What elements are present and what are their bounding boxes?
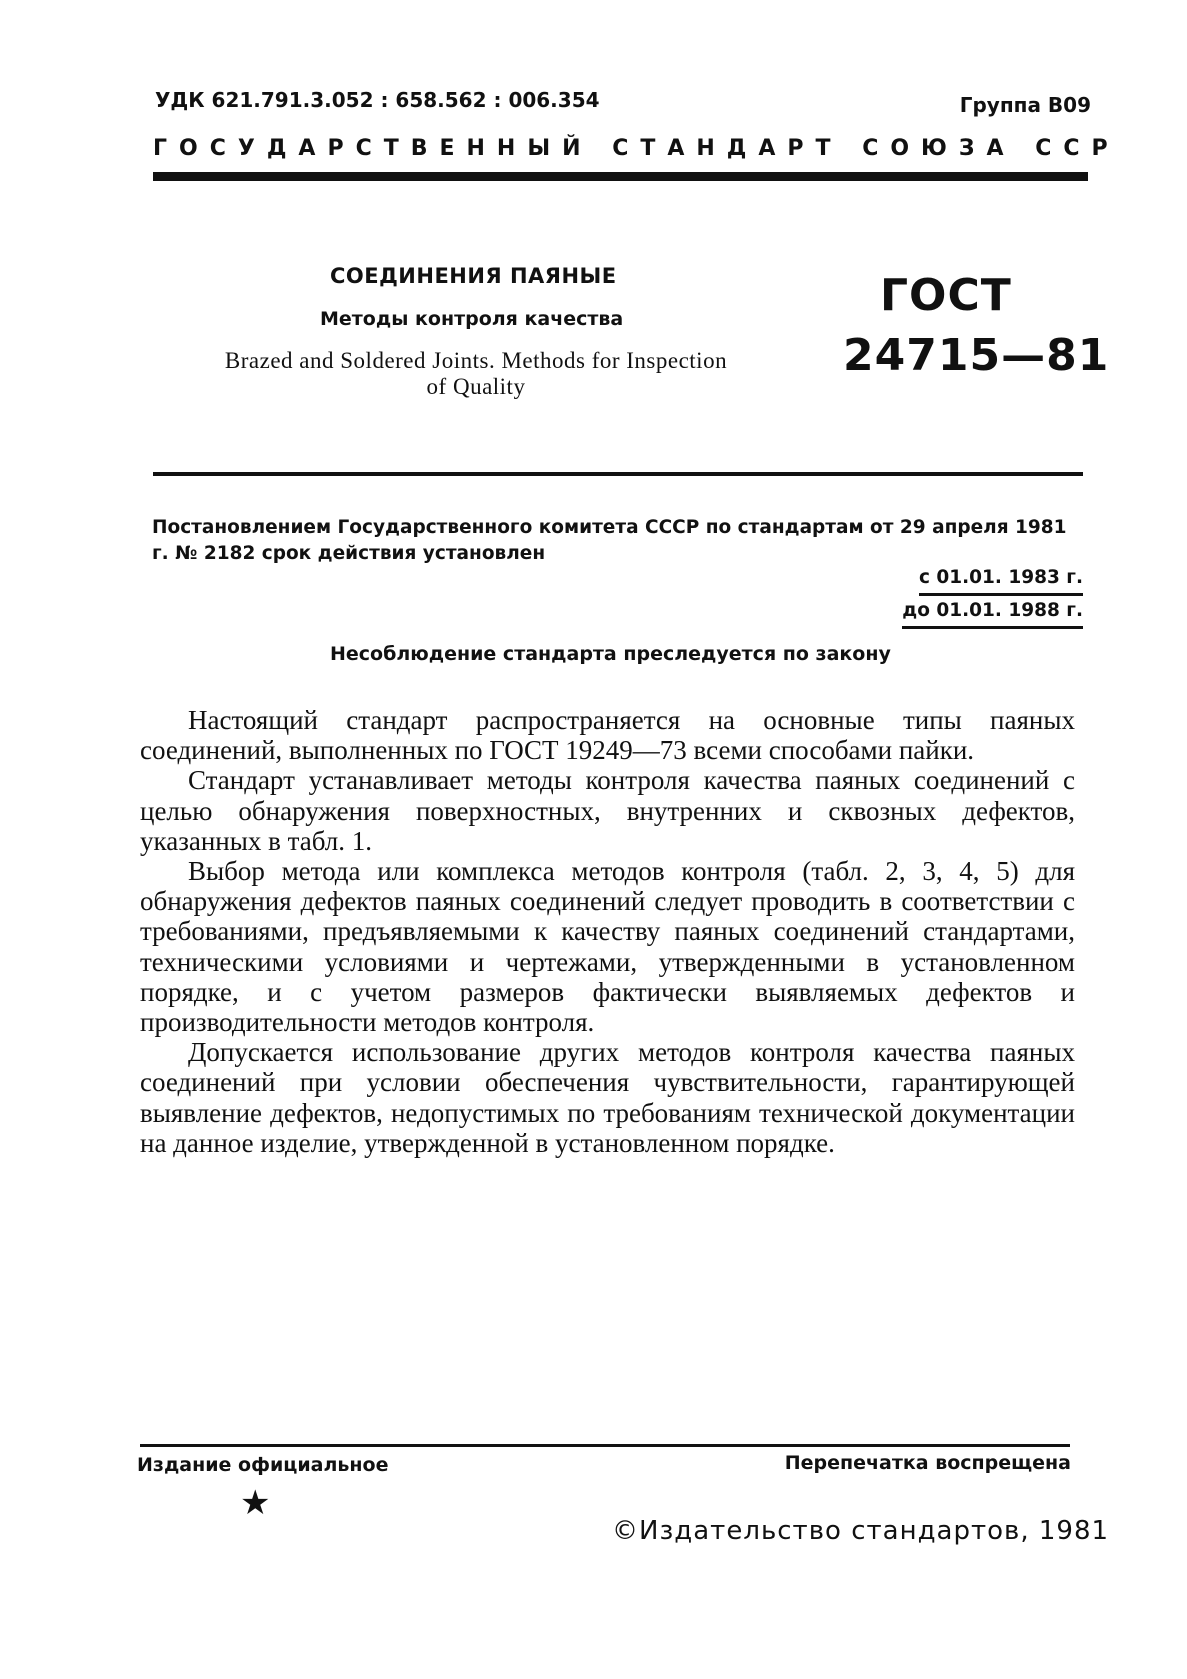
- valid-to: до 01.01. 1988 г.: [902, 596, 1083, 629]
- validity-period: [902, 563, 1083, 629]
- body-paragraph-4: Допускается использование других методов контроля качества паяных соединений при условии обеспечения чувствительности, гарантирующей выявление дефектов, недопустимых по требованиям технической документации на данное изделие, утвержденной в установленном порядке.: [140, 1037, 1075, 1158]
- title-english-line1: Brazed and Soldered Joints. Methods for Inspection: [224, 348, 728, 373]
- title-english-line2: of Quality: [426, 374, 526, 399]
- middle-rule: [153, 472, 1083, 476]
- reprint-prohibited: Перепечатка воспрещена: [784, 1452, 1071, 1474]
- body-paragraph-2: Стандарт устанавливает методы контроля качества паяных соединений с целью обнаружения поверхностных, внутренних и сквозных дефектов, указанных в табл. 1.: [140, 765, 1075, 856]
- body-paragraph-3: Выбор метода или комплекса методов контроля (табл. 2, 3, 4, 5) для обнаружения дефектов паяных соединений следует проводить в соответствии с требованиями, предъявляемыми к качеству паяных соединений стандартами, техническими условиями и чертежами, утвержденными в установленном порядке, и с учетом размеров фактически выявляемых дефектов и производительности методов контроля.: [140, 856, 1075, 1038]
- bottom-rule: [140, 1444, 1070, 1447]
- law-notice: Несоблюдение стандарта преследуется по закону: [330, 643, 891, 665]
- title-english: [176, 348, 776, 400]
- gost-label: ГОСТ: [880, 270, 1012, 321]
- group-code: Группа В09: [959, 93, 1091, 117]
- star-icon: ★: [240, 1483, 271, 1523]
- body-paragraph-1: Настоящий стандарт распространяется на основные типы паяных соединений, выполненных по ГОСТ 19249—73 всеми способами пайки.: [140, 705, 1075, 766]
- subtitle-russian: Методы контроля качества: [320, 308, 624, 330]
- state-standard-banner: ГОСУДАРСТВЕННЫЙ СТАНДАРТ СОЮЗА ССР: [153, 136, 1120, 161]
- top-rule: [153, 172, 1088, 181]
- gost-number: 24715—81: [843, 330, 1110, 381]
- title-russian: СОЕДИНЕНИЯ ПАЯНЫЕ: [330, 264, 617, 288]
- publisher-copyright: ©Издательство стандартов, 1981: [612, 1516, 1110, 1546]
- decree-text: Постановлением Государственного комитета СССР по стандартам от 29 апреля 1981 г. № 2182 срок действия установлен: [152, 517, 1067, 564]
- udk-code: УДК 621.791.3.052 : 658.562 : 006.354: [155, 88, 600, 112]
- body-text: [140, 705, 1075, 1158]
- valid-from: с 01.01. 1983 г.: [919, 563, 1083, 596]
- official-edition: Издание официальное: [137, 1454, 389, 1476]
